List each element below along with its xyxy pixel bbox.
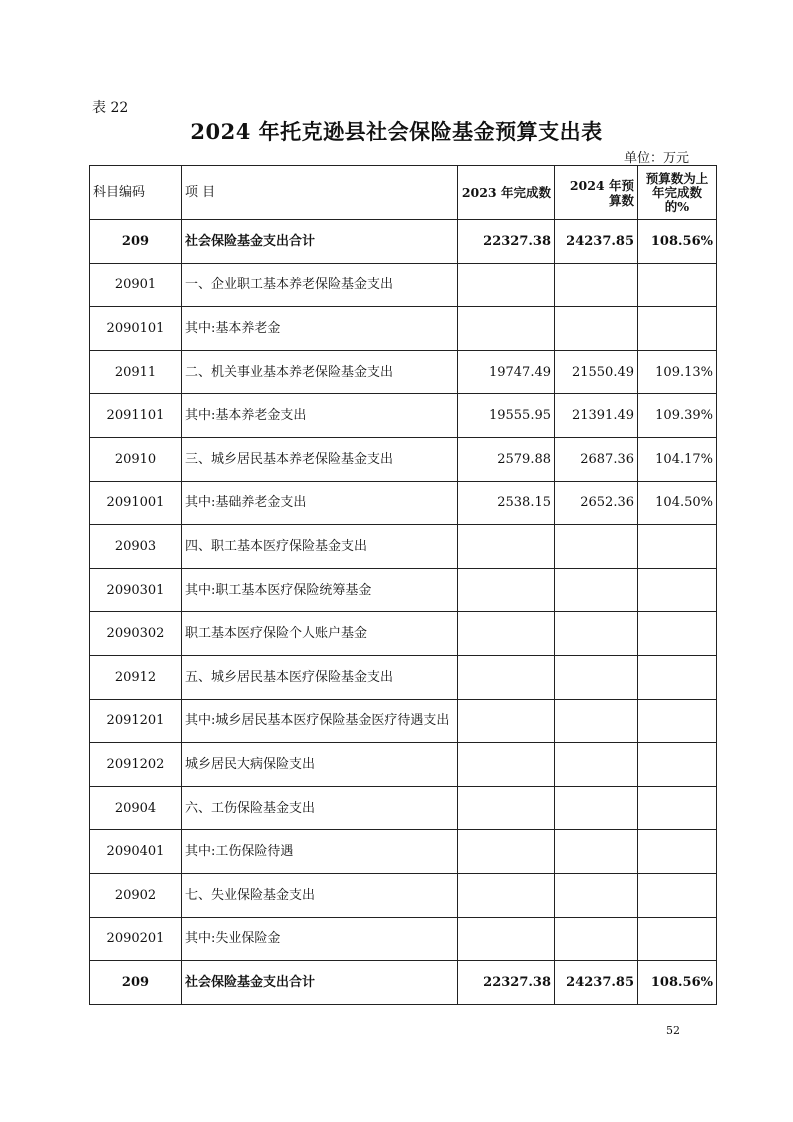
table-row [90,830,717,874]
row-code: 2090301 [90,568,182,612]
row-code: 2091101 [90,394,182,438]
row-2024: 24237.85 [555,220,638,264]
row-code: 2091202 [90,743,182,787]
table-row [90,263,717,307]
table-row [90,350,717,394]
row-percent: 109.39% [638,394,717,438]
row-2023 [458,525,555,569]
header-code: 科目编码 [90,166,182,220]
table-row [90,917,717,961]
row-2023 [458,263,555,307]
row-item: 其中:基础养老金支出 [182,481,458,525]
row-item: 其中:基本养老金支出 [182,394,458,438]
row-item: 五、城乡居民基本医疗保险基金支出 [182,655,458,699]
table-row [90,655,717,699]
row-item: 其中:工伤保险待遇 [182,830,458,874]
row-item: 社会保险基金支出合计 [182,220,458,264]
row-2024 [555,917,638,961]
row-2023: 22327.38 [458,961,555,1005]
row-item: 其中:城乡居民基本医疗保险基金医疗待遇支出 [182,699,458,743]
row-percent [638,873,717,917]
row-code: 20903 [90,525,182,569]
row-2023: 2538.15 [458,481,555,525]
row-2023: 2579.88 [458,437,555,481]
table-row [90,743,717,787]
row-2023 [458,307,555,351]
row-percent: 104.50% [638,481,717,525]
row-2023: 22327.38 [458,220,555,264]
table-row [90,612,717,656]
row-2024 [555,307,638,351]
header-2023-actual: 2023 年完成数 [458,166,555,220]
row-2023 [458,830,555,874]
row-percent: 109.13% [638,350,717,394]
unit-label: 单位：万元 [624,151,690,166]
row-percent: 108.56% [638,961,717,1005]
row-percent: 104.17% [638,437,717,481]
row-2023 [458,655,555,699]
row-code: 209 [90,961,182,1005]
row-item: 一、企业职工基本养老保险基金支出 [182,263,458,307]
row-2024 [555,786,638,830]
row-2024 [555,655,638,699]
row-item: 城乡居民大病保险支出 [182,743,458,787]
table-row [90,786,717,830]
table-row [90,873,717,917]
row-item: 七、失业保险基金支出 [182,873,458,917]
budget-table [89,165,717,1005]
row-2023 [458,743,555,787]
row-2024 [555,568,638,612]
row-2023 [458,699,555,743]
row-2024 [555,263,638,307]
row-code: 2091001 [90,481,182,525]
row-2024 [555,612,638,656]
row-code: 2090302 [90,612,182,656]
table-row [90,699,717,743]
row-code: 2090201 [90,917,182,961]
row-2023 [458,786,555,830]
row-2023 [458,917,555,961]
row-2024: 2652.36 [555,481,638,525]
row-code: 20910 [90,437,182,481]
header-row [90,166,717,220]
row-percent [638,307,717,351]
row-code: 20911 [90,350,182,394]
row-percent [638,612,717,656]
row-2023: 19555.95 [458,394,555,438]
table-row [90,437,717,481]
row-2024 [555,873,638,917]
row-2024 [555,525,638,569]
header-percent: 预算数为上年完成数的% [638,166,717,220]
row-item: 三、城乡居民基本养老保险基金支出 [182,437,458,481]
row-item: 其中:失业保险金 [182,917,458,961]
table-label: 表 22 [92,100,129,116]
row-2023 [458,873,555,917]
row-2023 [458,568,555,612]
row-item: 四、职工基本医疗保险基金支出 [182,525,458,569]
row-code: 209 [90,220,182,264]
row-code: 20902 [90,873,182,917]
row-percent [638,525,717,569]
row-percent [638,568,717,612]
row-item: 其中:职工基本医疗保险统筹基金 [182,568,458,612]
row-2024: 2687.36 [555,437,638,481]
page-title: 2024 年托克逊县社会保险基金预算支出表 [190,119,603,144]
row-2024: 21391.49 [555,394,638,438]
row-percent [638,917,717,961]
row-item: 其中:基本养老金 [182,307,458,351]
header-2024-budget: 2024 年预算数 [555,166,638,220]
row-item: 二、机关事业基本养老保险基金支出 [182,350,458,394]
table-row [90,525,717,569]
table-row [90,568,717,612]
row-2024: 24237.85 [555,961,638,1005]
row-code: 2090401 [90,830,182,874]
header-item: 项 目 [182,166,458,220]
row-percent [638,743,717,787]
table-row-total [90,220,717,264]
row-2024 [555,830,638,874]
row-percent: 108.56% [638,220,717,264]
table-row [90,394,717,438]
row-code: 2090101 [90,307,182,351]
row-item: 社会保险基金支出合计 [182,961,458,1005]
row-code: 20912 [90,655,182,699]
table-row-total [90,961,717,1005]
row-code: 20901 [90,263,182,307]
row-2024 [555,743,638,787]
row-2023 [458,612,555,656]
row-percent [638,655,717,699]
row-percent [638,699,717,743]
row-2024 [555,699,638,743]
row-item: 职工基本医疗保险个人账户基金 [182,612,458,656]
table-row [90,307,717,351]
row-percent [638,830,717,874]
row-percent [638,263,717,307]
row-percent [638,786,717,830]
row-code: 20904 [90,786,182,830]
table-row [90,481,717,525]
row-2024: 21550.49 [555,350,638,394]
row-item: 六、工伤保险基金支出 [182,786,458,830]
row-code: 2091201 [90,699,182,743]
page-number: 52 [666,1024,680,1037]
row-2023: 19747.49 [458,350,555,394]
